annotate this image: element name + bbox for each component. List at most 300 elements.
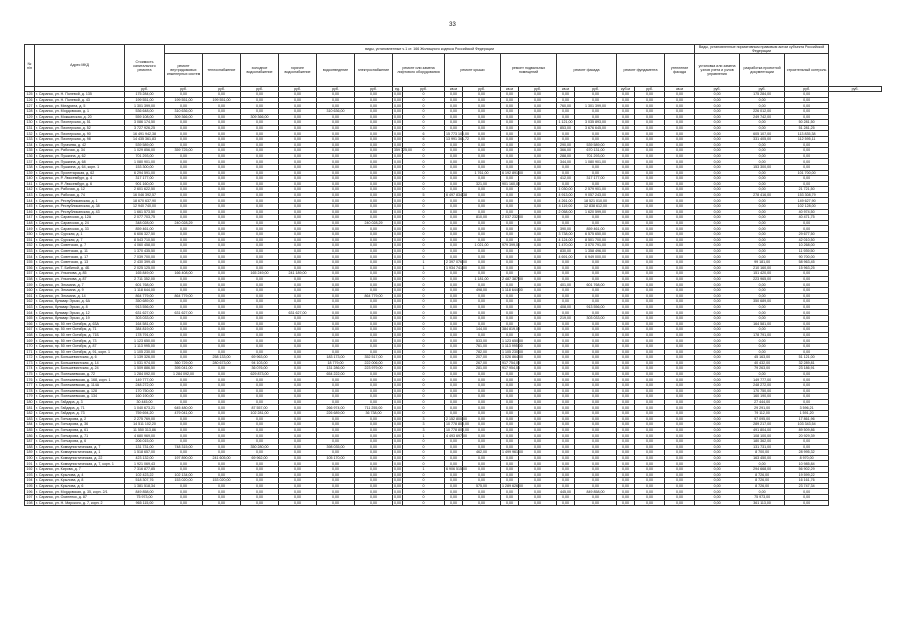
value-cell: 0,00 (203, 265, 241, 271)
value-cell: 0,00 (665, 220, 695, 226)
value-cell: 0,00 (740, 232, 785, 238)
value-cell: 89 509,86 (785, 427, 829, 433)
value-cell: 0,00 (355, 276, 393, 282)
header-col-control: строительный контроль (785, 54, 829, 87)
address-cell: г. Саранск, ул. Советская, д. 7 (35, 243, 125, 249)
value-cell: 0,00 (355, 399, 393, 405)
value-cell: 0,00 (695, 153, 740, 159)
value-cell: 0,00 (203, 248, 241, 254)
value-cell: 0,00 (665, 494, 695, 500)
value-cell: 0,00 (279, 164, 317, 170)
value-cell: 0,00 (165, 287, 203, 293)
value-cell: 102 423,22 (125, 472, 165, 478)
value-cell: 1 518 657,00 (125, 450, 165, 456)
address-cell: г. Саранск, ул. Коммунистическая, д. 22 (35, 455, 125, 461)
value-cell: 0,00 (501, 148, 519, 154)
value-cell: 0,00 (695, 399, 740, 405)
value-cell: 112 595,11 (785, 136, 829, 142)
value-cell: 0,00 (501, 304, 519, 310)
value-cell: 0 (403, 198, 445, 204)
value-cell: 0,00 (165, 92, 203, 98)
value-cell: 0,00 (501, 388, 519, 394)
value-cell: 0,00 (557, 433, 575, 439)
value-cell: 0,00 (165, 198, 203, 204)
value-cell: 1 080 901,00 (125, 159, 165, 165)
value-cell: 0,00 (394, 114, 401, 119)
value-cell: 0,00 (463, 332, 501, 338)
value-cell: 0,00 (355, 226, 393, 232)
value-cell: 58 963,45 (785, 260, 829, 266)
value-cell: 0,00 (445, 276, 463, 282)
value-cell: 0,00 (463, 427, 501, 433)
value-cell: 0,00 (635, 483, 665, 489)
value-cell: 0,00 (165, 243, 203, 249)
address-cell: г. Саранск, ул. Р. Люксембург, д. 4 (35, 176, 125, 182)
table-row (25, 92, 882, 98)
value-cell: 6 192 891,00 (502, 170, 523, 175)
row-number-cell: 137 (26, 159, 33, 164)
value-cell: 0,00 (635, 461, 665, 467)
value-cell: 0,00 (575, 327, 617, 333)
value-cell: 0,00 (695, 427, 740, 433)
value-cell: 0,00 (501, 232, 519, 238)
value-cell: 0,00 (785, 394, 829, 400)
value-cell: 0,00 (785, 176, 829, 182)
value-cell: 0,00 (355, 192, 393, 198)
value-cell: 2 152 800,00 (446, 416, 467, 421)
value-cell: 0,00 (394, 282, 401, 287)
row-number-cell: 138 (26, 165, 33, 170)
value-cell: 0,00 (519, 500, 557, 506)
value-cell: 0,00 (355, 114, 393, 120)
value-cell: 654 222,00 (317, 371, 355, 377)
value-cell: 0,00 (241, 282, 279, 288)
value-cell: 0,00 (785, 388, 829, 394)
value-cell: 4 913,00 (558, 193, 573, 198)
value-cell: 0,00 (317, 315, 355, 321)
unit-cell: руб. (519, 87, 557, 92)
value-cell: 0,00 (317, 304, 355, 310)
value-cell: 0,00 (279, 204, 317, 210)
address-cell: г. Саранск, ул. Полежаевская, д. 72 (35, 371, 125, 377)
value-cell: 0,00 (635, 304, 665, 310)
value-cell: 0,00 (317, 287, 355, 293)
value-cell: 0,00 (501, 131, 519, 137)
value-cell: 0,00 (557, 332, 575, 338)
value-cell: 0,00 (665, 170, 695, 176)
value-cell: 0,00 (463, 377, 501, 383)
value-cell: 0,00 (557, 276, 575, 282)
value-cell: 917 754,00 (502, 360, 520, 365)
value-cell: 0,00 (445, 237, 463, 243)
value-cell: 0,00 (617, 405, 635, 411)
value-cell: 0 (403, 142, 445, 148)
value-cell: 0,00 (617, 433, 635, 439)
value-cell: 0,00 (394, 377, 401, 382)
value-cell: 1 113 995,00 (502, 344, 523, 349)
value-cell: 0,00 (445, 478, 463, 484)
value-cell: 0,00 (463, 282, 501, 288)
value-cell: 0,00 (241, 483, 279, 489)
value-cell: 0,00 (355, 315, 393, 321)
value-cell: 0,00 (463, 321, 501, 327)
row-number-cell: 194 (26, 478, 33, 483)
value-cell: 0,00 (279, 399, 317, 405)
value-cell: 0,00 (394, 355, 401, 360)
value-cell: 0,00 (203, 176, 241, 182)
value-cell: 0,00 (575, 271, 617, 277)
value-cell: 0,00 (241, 321, 279, 327)
value-cell: 0,00 (785, 271, 829, 277)
value-cell: 0 (403, 204, 445, 210)
value-cell: 0,00 (463, 248, 501, 254)
value-cell: 0,00 (203, 388, 241, 394)
value-cell: 199 551,00 (165, 97, 203, 103)
value-cell: 1 040 673,21 (125, 405, 165, 411)
value-cell: 69 962,00 (241, 455, 279, 461)
value-cell: 0,00 (355, 209, 393, 215)
value-cell: 398 035,00 (317, 444, 355, 450)
table-row (25, 332, 882, 338)
value-cell: 0,00 (394, 153, 401, 158)
value-cell: 0,00 (317, 271, 355, 277)
value-cell: 0,00 (241, 489, 279, 495)
value-cell: 0,00 (203, 103, 241, 109)
value-cell: 16 491 942,38 (125, 131, 165, 137)
value-cell: 0,00 (463, 399, 501, 405)
value-cell: 0,00 (203, 332, 241, 338)
value-cell: 0,00 (355, 271, 393, 277)
value-cell: 0,00 (241, 287, 279, 293)
value-cell: 0,00 (665, 321, 695, 327)
value-cell: 303 033,00 (575, 315, 617, 321)
value-cell: 0,00 (785, 142, 829, 148)
address-cell: г. Саранск, ул. Советская, д. 11 (35, 248, 125, 254)
value-cell: 199 551,00 (203, 97, 241, 103)
value-cell: 0,00 (519, 103, 557, 109)
value-cell: 0,00 (519, 254, 557, 260)
value-cell: 0,00 (785, 494, 829, 500)
value-cell: 11 550 313,86 (125, 427, 165, 433)
value-cell: 0,00 (317, 226, 355, 232)
value-cell: 3 727 926,25 (125, 125, 165, 131)
value-cell: 79 112,00 (740, 411, 785, 417)
value-cell: 0,00 (740, 198, 785, 204)
value-cell: 0,00 (557, 427, 575, 433)
value-cell: 0,00 (394, 193, 401, 198)
value-cell: 0,00 (617, 360, 635, 366)
value-cell: 280 673,00 (203, 360, 241, 366)
value-cell: 151 420,00 (740, 271, 785, 277)
value-cell: 0,00 (165, 282, 203, 288)
value-cell: 102 128,00 (785, 204, 829, 210)
value-cell: 0,00 (665, 237, 695, 243)
value-cell: 0,00 (575, 427, 617, 433)
value-cell: 6 606 327,50 (125, 232, 165, 238)
value-cell: 0,00 (445, 103, 463, 109)
value-cell: 0,00 (241, 260, 279, 266)
value-cell: 0,00 (617, 192, 635, 198)
value-cell: 0 (403, 232, 445, 238)
value-cell: 0,00 (635, 315, 665, 321)
value-cell: 0,00 (665, 265, 695, 271)
value-cell: 748 315,00 (165, 444, 203, 450)
value-cell: 0,00 (279, 131, 317, 137)
value-cell: 0,00 (203, 461, 241, 467)
value-cell: 0,00 (519, 315, 557, 321)
value-cell: 0,00 (665, 355, 695, 361)
value-cell: 901 160,00 (502, 181, 520, 186)
value-cell: 0,00 (740, 461, 785, 467)
value-cell: 0,00 (241, 226, 279, 232)
value-cell: 197 890,00 (165, 455, 203, 461)
value-cell: 0,00 (463, 388, 501, 394)
unit-cell: руб. (165, 87, 203, 92)
value-cell: 0 (403, 411, 445, 417)
value-cell: 711 255,00 (355, 405, 393, 411)
value-cell: 0,00 (519, 360, 557, 366)
value-cell: 0,00 (575, 265, 617, 271)
value-cell: 0,00 (557, 170, 575, 176)
row-number-cell: 180 (26, 400, 33, 405)
value-cell: 0,00 (203, 148, 241, 154)
value-cell: 0,00 (165, 120, 203, 126)
value-cell: 0,00 (557, 136, 575, 142)
value-cell: 445,00 (557, 489, 575, 495)
unit-cell: кв.м (665, 87, 695, 92)
value-cell: 0,00 (665, 310, 695, 316)
value-cell: 0,00 (165, 226, 203, 232)
value-cell: 210 160,00 (740, 265, 785, 271)
value-cell: 1 934 741,00 (446, 265, 467, 270)
value-cell: 4 691,00 (558, 254, 573, 259)
value-cell: 0,00 (279, 209, 317, 215)
value-cell: 0,00 (317, 97, 355, 103)
value-cell: 0,00 (695, 394, 740, 400)
value-cell: 0,00 (617, 461, 635, 467)
value-cell: 0,00 (740, 159, 785, 165)
value-cell: 0 (403, 377, 445, 383)
address-cell: г. Саранск, ул. Пионерская, д. 98 (35, 136, 125, 142)
row-number-cell: 196 (26, 489, 33, 494)
value-cell: 1 921 069,43 (125, 461, 165, 467)
value-cell: 0,00 (635, 466, 665, 472)
address-cell: г. Саранск, ул. Пионерская, д. 52 (35, 125, 125, 131)
value-cell: 0,00 (501, 489, 519, 495)
value-cell: 0,00 (165, 209, 203, 215)
value-cell: 0,00 (557, 371, 575, 377)
row-number-cell: 183 (26, 416, 33, 421)
value-cell: 0,00 (165, 164, 203, 170)
value-cell: 0,00 (557, 349, 575, 355)
value-cell: 0,00 (165, 204, 203, 210)
value-cell: 0,00 (279, 472, 317, 478)
value-cell: 0,00 (557, 360, 575, 366)
value-cell: 0,00 (575, 220, 617, 226)
value-cell: 1 113 995,00 (125, 343, 165, 349)
value-cell: 0,00 (617, 276, 635, 282)
value-cell: 0,00 (635, 209, 665, 215)
value-cell: 0,00 (665, 92, 695, 98)
value-cell: 0,00 (501, 265, 519, 271)
value-cell: 0,00 (445, 164, 463, 170)
value-cell: 0,00 (557, 455, 575, 461)
value-cell: 0,00 (617, 215, 635, 221)
value-cell: 0,00 (617, 265, 635, 271)
value-cell: 0 (403, 237, 445, 243)
value-cell: 0,00 (695, 265, 740, 271)
value-cell: 0,00 (501, 500, 519, 506)
value-cell: 0,00 (241, 248, 279, 254)
value-cell: 0,00 (317, 293, 355, 299)
value-cell: 0,00 (519, 108, 557, 114)
address-cell: г. Саранск, ул. Крылова, д. 6 (35, 483, 125, 489)
value-cell: 0,00 (519, 181, 557, 187)
address-cell: г. Саранск, ул. Гончарова, д. 71 (35, 433, 125, 439)
value-cell: 0,00 (635, 343, 665, 349)
value-cell: 864 779,00 (165, 293, 203, 299)
value-cell: 0,00 (279, 215, 317, 221)
value-cell: 0,00 (557, 394, 575, 400)
value-cell: 0,00 (695, 97, 740, 103)
value-cell: 0,00 (519, 142, 557, 148)
value-cell: 0,00 (463, 271, 501, 277)
value-cell: 0,00 (241, 181, 279, 187)
value-cell: 0,00 (519, 439, 557, 445)
value-cell: 0,00 (695, 338, 740, 344)
value-cell: 0,00 (445, 338, 463, 344)
address-cell: г. Саранск, ул. Сурская, д. 7 (35, 237, 125, 243)
value-cell: 539 589,00 (575, 142, 617, 148)
value-cell: 0,00 (355, 371, 393, 377)
value-cell: 0,00 (501, 433, 519, 439)
value-cell: 0,00 (785, 327, 829, 333)
value-cell: 0,00 (463, 461, 501, 467)
value-cell: 0 (403, 187, 445, 193)
value-cell: 0,00 (635, 198, 665, 204)
value-cell: 0,00 (557, 97, 575, 103)
value-cell: 0,00 (394, 209, 401, 214)
header-num: № п/п (25, 45, 35, 87)
value-cell: 0,00 (279, 170, 317, 176)
value-cell: 0,00 (394, 226, 401, 231)
value-cell: 0,00 (617, 388, 635, 394)
value-cell: 0,00 (635, 108, 665, 114)
value-cell: 0,00 (355, 198, 393, 204)
value-cell: 0,00 (394, 310, 401, 315)
value-cell: 0,00 (279, 142, 317, 148)
value-cell: 0,00 (355, 170, 393, 176)
row-number-cell: 166 (26, 321, 33, 326)
value-cell: 0,00 (519, 204, 557, 210)
table-row (25, 136, 882, 142)
value-cell: 0,00 (279, 371, 317, 377)
value-cell: 0,00 (394, 181, 401, 186)
value-cell: 28 995,32 (785, 450, 829, 456)
row-number-cell: 125 (26, 92, 33, 97)
value-cell: 0,00 (617, 399, 635, 405)
value-cell: 0,00 (557, 293, 575, 299)
value-cell: 0,00 (317, 321, 355, 327)
value-cell: 0,00 (695, 237, 740, 243)
value-cell: 0,00 (165, 304, 203, 310)
value-cell: 0,00 (617, 181, 635, 187)
value-cell: 859 461,00 (575, 226, 617, 232)
address-cell: г. Саранск, ул. Полежаевская, д. 168, корп. 1 (35, 377, 125, 383)
value-cell: 240 028,29 (355, 220, 393, 226)
value-cell: 0,00 (165, 349, 203, 355)
value-cell: 153 300,00 (125, 164, 165, 170)
value-cell: 0,00 (635, 327, 665, 333)
value-cell: 0,00 (279, 265, 317, 271)
value-cell: 0,00 (501, 164, 519, 170)
value-cell: 0,00 (203, 338, 241, 344)
value-cell: 0,00 (617, 321, 635, 327)
table-row (25, 439, 882, 445)
value-cell: 0,00 (665, 209, 695, 215)
value-cell: 1 021,00 (463, 243, 501, 249)
address-cell: г. Саранск, ул. Коммунистическая, д. 7, корп. 1 (35, 461, 125, 467)
address-cell: г. Саранск, ул. Пушкина, д. 62 (35, 153, 125, 159)
value-cell: 0,00 (317, 243, 355, 249)
value-cell: 0,00 (445, 170, 463, 176)
value-cell: 0,00 (501, 461, 519, 467)
value-cell: 0,00 (695, 108, 740, 114)
value-cell: 0,00 (785, 500, 829, 506)
value-cell: 0,00 (203, 377, 241, 383)
value-cell: 0,00 (665, 287, 695, 293)
value-cell: 0,00 (355, 383, 393, 389)
value-cell: 1 284 092,00 (165, 371, 203, 377)
value-cell: 0,00 (463, 439, 501, 445)
value-cell: 913 556,00 (125, 304, 165, 310)
value-cell: 0,00 (695, 170, 740, 176)
value-cell: 0,00 (203, 343, 241, 349)
value-cell: 0,00 (575, 276, 617, 282)
value-cell: 0,00 (355, 500, 393, 506)
value-cell: 0,00 (695, 466, 740, 472)
unit-cell: куб.м (617, 87, 635, 92)
header-cost: Стоимость капитального ремонта (125, 45, 165, 87)
value-cell: 0,00 (665, 304, 695, 310)
value-cell: 0,00 (617, 327, 635, 333)
value-cell: 0,00 (501, 103, 519, 109)
value-cell: 0,00 (635, 237, 665, 243)
value-cell: 0,00 (445, 349, 463, 355)
value-cell: 0,00 (203, 394, 241, 400)
value-cell: 0,00 (617, 483, 635, 489)
value-cell: 759 694,20 (125, 411, 165, 417)
value-cell: 0,00 (740, 254, 785, 260)
value-cell: 0,00 (575, 461, 617, 467)
table-row (25, 131, 882, 137)
row-number-cell: 150 (26, 232, 33, 237)
unit-cell: руб. (463, 87, 501, 92)
value-cell: 0,00 (165, 237, 203, 243)
value-cell: 0,00 (617, 164, 635, 170)
value-cell: 0 (403, 299, 445, 305)
value-cell: 0,00 (165, 215, 203, 221)
value-cell: 0,00 (279, 232, 317, 238)
address-cell: г. Саранск, ул. Советская, д. 13 (35, 260, 125, 266)
value-cell: 0,00 (279, 120, 317, 126)
value-cell: 0,00 (740, 187, 785, 193)
row-number-cell: 139 (26, 170, 33, 175)
value-cell: 131 731,00 (125, 444, 165, 450)
value-cell: 0,00 (394, 332, 401, 337)
value-cell: 0,00 (695, 187, 740, 193)
value-cell: 0,00 (165, 383, 203, 389)
